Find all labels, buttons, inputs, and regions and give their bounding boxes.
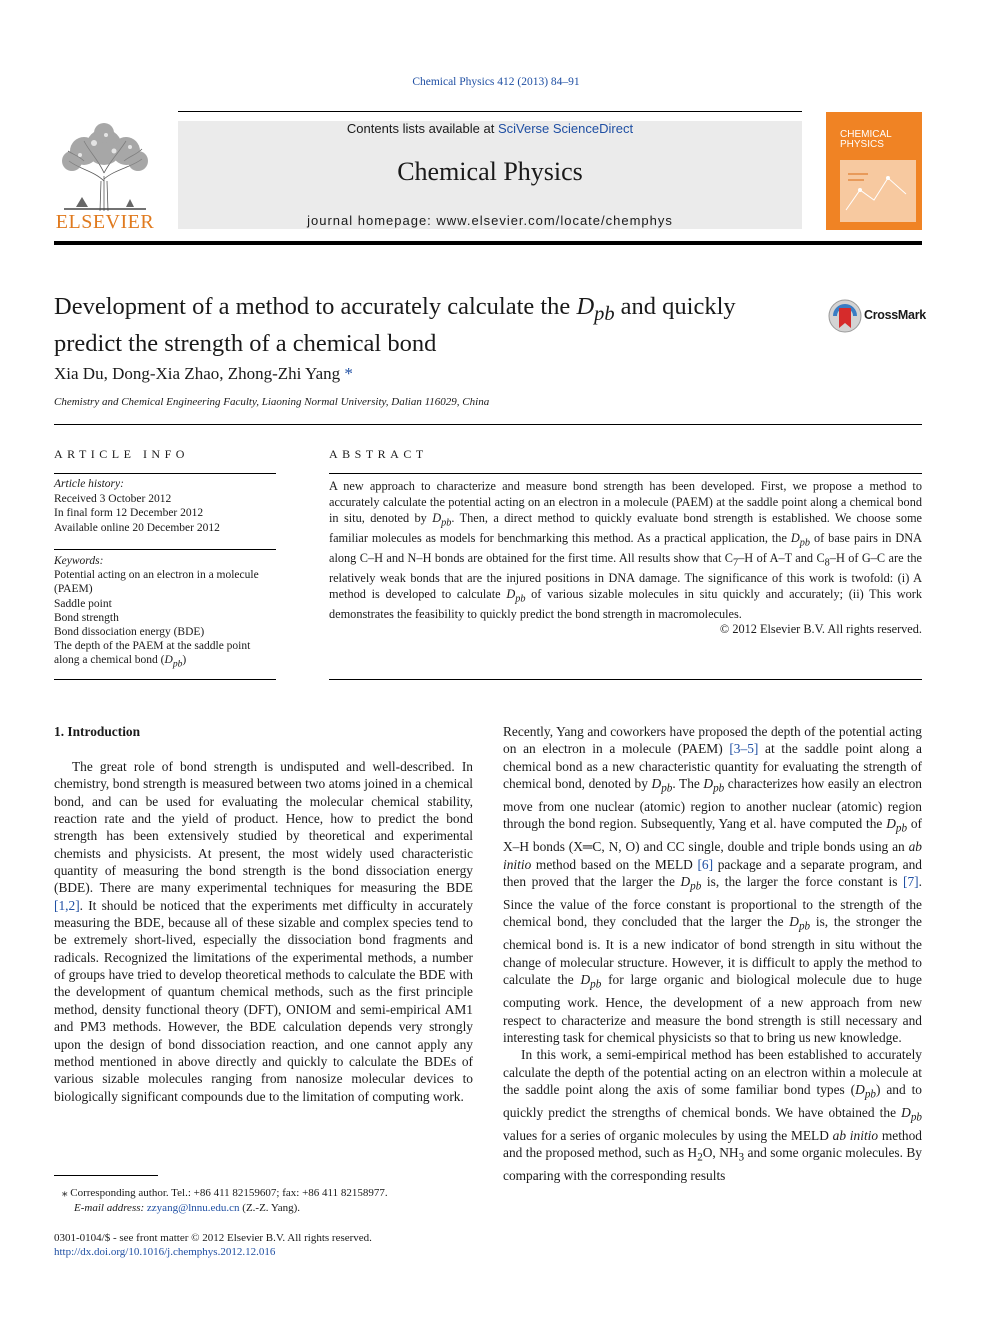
divider — [54, 424, 922, 425]
keyword-item: Bond dissociation energy (BDE) — [54, 626, 205, 639]
corresponding-author-link[interactable]: * — [344, 364, 353, 383]
corresponding-author-footnote: ⁎ Corresponding author. Tel.: +86 411 82159607; fax: +86 411 82158977. E-mail address: zzyang@lnnu.edu.cn (Z.-Z. Yang). — [62, 1187, 388, 1214]
contents-prefix: Contents lists available at — [346, 121, 498, 136]
keyword-item: (PAEM) — [54, 583, 93, 596]
contents-line — [178, 121, 802, 136]
journal-citation[interactable]: Chemical Physics 412 (2013) 84–91 — [412, 76, 580, 88]
keyword-item: The depth of the PAEM at the saddle point — [54, 640, 251, 653]
footnote-rule — [54, 1175, 158, 1176]
body-column-right — [503, 723, 922, 1185]
header-rule — [178, 111, 802, 112]
journal-homepage — [178, 213, 802, 228]
divider — [54, 679, 276, 680]
sciencedirect-link[interactable]: SciVerse ScienceDirect — [497, 121, 634, 136]
citation-link[interactable]: [6] — [697, 856, 714, 872]
history-available-online: Available online 20 December 2012 — [54, 521, 220, 534]
article-history — [54, 477, 276, 535]
crossmark-label[interactable]: CrossMark — [864, 308, 926, 322]
authors-text: Xia Du, Dong-Xia Zhao, Zhong-Zhi Yang — [54, 364, 341, 383]
cover-graphic-icon — [840, 160, 916, 222]
crossmark-icon[interactable] — [827, 298, 863, 334]
affiliation: Chemistry and Chemical Engineering Faculty, Liaoning Normal University, Dalian 116029, China — [54, 396, 490, 408]
divider — [329, 473, 922, 474]
doi-link[interactable]: http://dx.doi.org/10.1016/j.chemphys.2012.12.016 — [54, 1246, 276, 1258]
journal-title: Chemical Physics — [397, 157, 583, 186]
history-received: Received 3 October 2012 — [54, 492, 172, 505]
abstract-body: A new approach to characterize and measure bond strength has been developed. First, we propose a method to accurately calculate the potential acting on an electron in a molecule (PAEM) at the saddle point along a chemical bond in situ, denoted by $D_{pb}$. Then, a direct method to quickly evaluate bond strength is established. We choose some familiar molecules as models for benchmarking this method. As a practical application, the $D_{pb}$ of base pairs in DNA along C–H and N–H bonds are obtained for the first time. All results show that $C_7-H$ of A–T and $C_8-H$ of G–C are the relatively weak bonds that are the injured positions in DNA damage. The significance of this work is twofold: (i) A method is developed to calculate $D_{pb}$ of various sizable molecules in situ quickly and accurately; (ii) This work demonstrates the feasibility to quickly predict the bond strength in macromolecules. — [329, 479, 923, 622]
citation-link[interactable]: [1,2] — [54, 897, 80, 913]
email-label: E-mail address: — [74, 1201, 145, 1214]
keyword-item: Potential acting on an electron in a molecule — [54, 569, 259, 582]
keyword-item: Saddle point — [54, 597, 112, 610]
divider — [329, 679, 922, 680]
article-title — [54, 292, 794, 359]
body-column-left — [54, 758, 473, 1105]
article-info-heading: ARTICLE INFO — [54, 447, 189, 461]
keyword-item: along a chemical bond $(D_{pb})$ — [54, 654, 187, 670]
keyword-item: Bond strength — [54, 611, 119, 624]
keywords-list — [54, 554, 276, 672]
issn-line: 0301-0104/$ - see front matter © 2012 Elsevier B.V. All rights reserved. — [54, 1232, 372, 1244]
paragraph: In this work, a semi-empirical method has been established to accurately calculate the depth of the potential acting on an electron within a molecule at the saddle point along the axis of some familiar bond types $(D_{pb})$ and to quickly predict the strengths of chemical bonds. We have obtained the $D_{pb}$ values for a series of organic molecules by using the MELD ab initio method and the proposed method, such as $H_2O$, $NH_3$ and some organic molecules. By comparing with the corresponding results — [503, 1047, 923, 1184]
email-link[interactable]: zzyang@lnnu.edu.cn — [146, 1201, 240, 1214]
divider — [54, 473, 276, 474]
author-list — [54, 364, 353, 384]
title-text: Development of a method to accurately calculate the — [54, 293, 577, 320]
footnote-text: Corresponding author. Tel.: +86 411 82159607; fax: +86 411 82158977. — [70, 1187, 388, 1199]
history-final-form: In final form 12 December 2012 — [54, 507, 204, 520]
title-text: and quickly predict the strength of a chemical bond — [54, 293, 736, 357]
history-label: Article history: — [54, 478, 124, 490]
section-heading: 1. Introduction — [54, 724, 141, 739]
header-thick-rule — [54, 241, 922, 245]
issn-block — [54, 1231, 473, 1259]
journal-cover-thumbnail[interactable] — [826, 112, 922, 230]
homepage-link[interactable]: www.elsevier.com/locate/chemphys — [436, 213, 673, 228]
copyright-line: © 2012 Elsevier B.V. All rights reserved. — [719, 622, 922, 636]
publisher-wordmark: ELSEVIER — [55, 211, 155, 233]
cover-title: CHEMICAL PHYSICS — [840, 129, 892, 150]
citation-link[interactable]: [7] — [903, 874, 919, 890]
email-suffix: (Z.-Z. Yang). — [239, 1201, 301, 1214]
paragraph: The great role of bond strength is undisputed and well-described. In chemistry, bond strength is measured between two atoms joined in a chemical bond, and can be used for evaluating the molecular chemical stability, reaction rate and the yield of product. Hence, how to predict the bond strength has been extensively studied by theoretical and experimental chemists and physicists. At present, the most widely used characteristic quantity of measuring the bond strength is the bond dissociation energy (BDE). There are many experimental techniques for measuring the BDE [1,2]. It should be noticed that the experiments met difficulty in accurately measuring the BDE, because all of these sizable and complex species tend to be extremely short-lived, especially the dissociation bond fragments and radicals. Recognized the limitations of the experimental methods, a number of groups have tried to develop theoretical methods to calculate the BDE with the development of quantum chemical methods, such as the first principle method, density functional theory (DFT), ONIOM and semi-empirical AM1 and PM3 methods. However, the BDE calculation depends very strongly upon the design of bond dissociation reaction, and one cannot apply any method mentioned in above directly and quickly to calculate the BDEs of various sizable molecules ranging from nanosize molecular devices to biologically significant compounds due to the limitation of computing work. — [54, 759, 473, 1104]
title-subscript: pb — [594, 302, 615, 325]
abstract-heading: ABSTRACT — [329, 447, 428, 461]
title-symbol: D — [576, 293, 595, 320]
divider — [54, 549, 276, 550]
journal-banner — [178, 121, 802, 229]
paragraph: Recently, Yang and coworkers have proposed the depth of the potential acting on an electron in a molecule (PAEM) [3–5] at the saddle point along a chemical bond as a new characteristic quantity for evaluating the strength of chemical bond, denoted by $D_{pb}$. The $D_{pb}$ characterizes how easily an electron move from one nuclear (atomic) region to another nuclear (atomic) region through the bond region. Subsequently, Yang et al. have computed the $D_{pb}$ of X–H bonds (X═C, N, O) and CC single, double and triple bonds using an ab initio method based on the MELD [6] package and a separate program, and then proved that the larger the $D_{pb}$ is, the larger the force constant is [7]. Since the value of the force constant is proportional to the strength of the chemical bond, they concluded that the larger the $D_{pb}$ is, the stronger the chemical bond is. It is a new indicator of bond strength in situ without the change of molecular structure. However, it is difficult to apply the method to calculate the $D_{pb}$ for large organic and biological molecule due to huge computing work. Hence, the development of a new approach from new respect to characterize and measure the bond strength is still necessary and interesting task for chemical physicists so that to bring us new knowledge. — [503, 724, 922, 1045]
homepage-prefix: journal homepage: — [307, 213, 437, 228]
keywords-label: Keywords: — [54, 555, 104, 567]
citation-link[interactable]: [3–5] — [729, 741, 759, 757]
